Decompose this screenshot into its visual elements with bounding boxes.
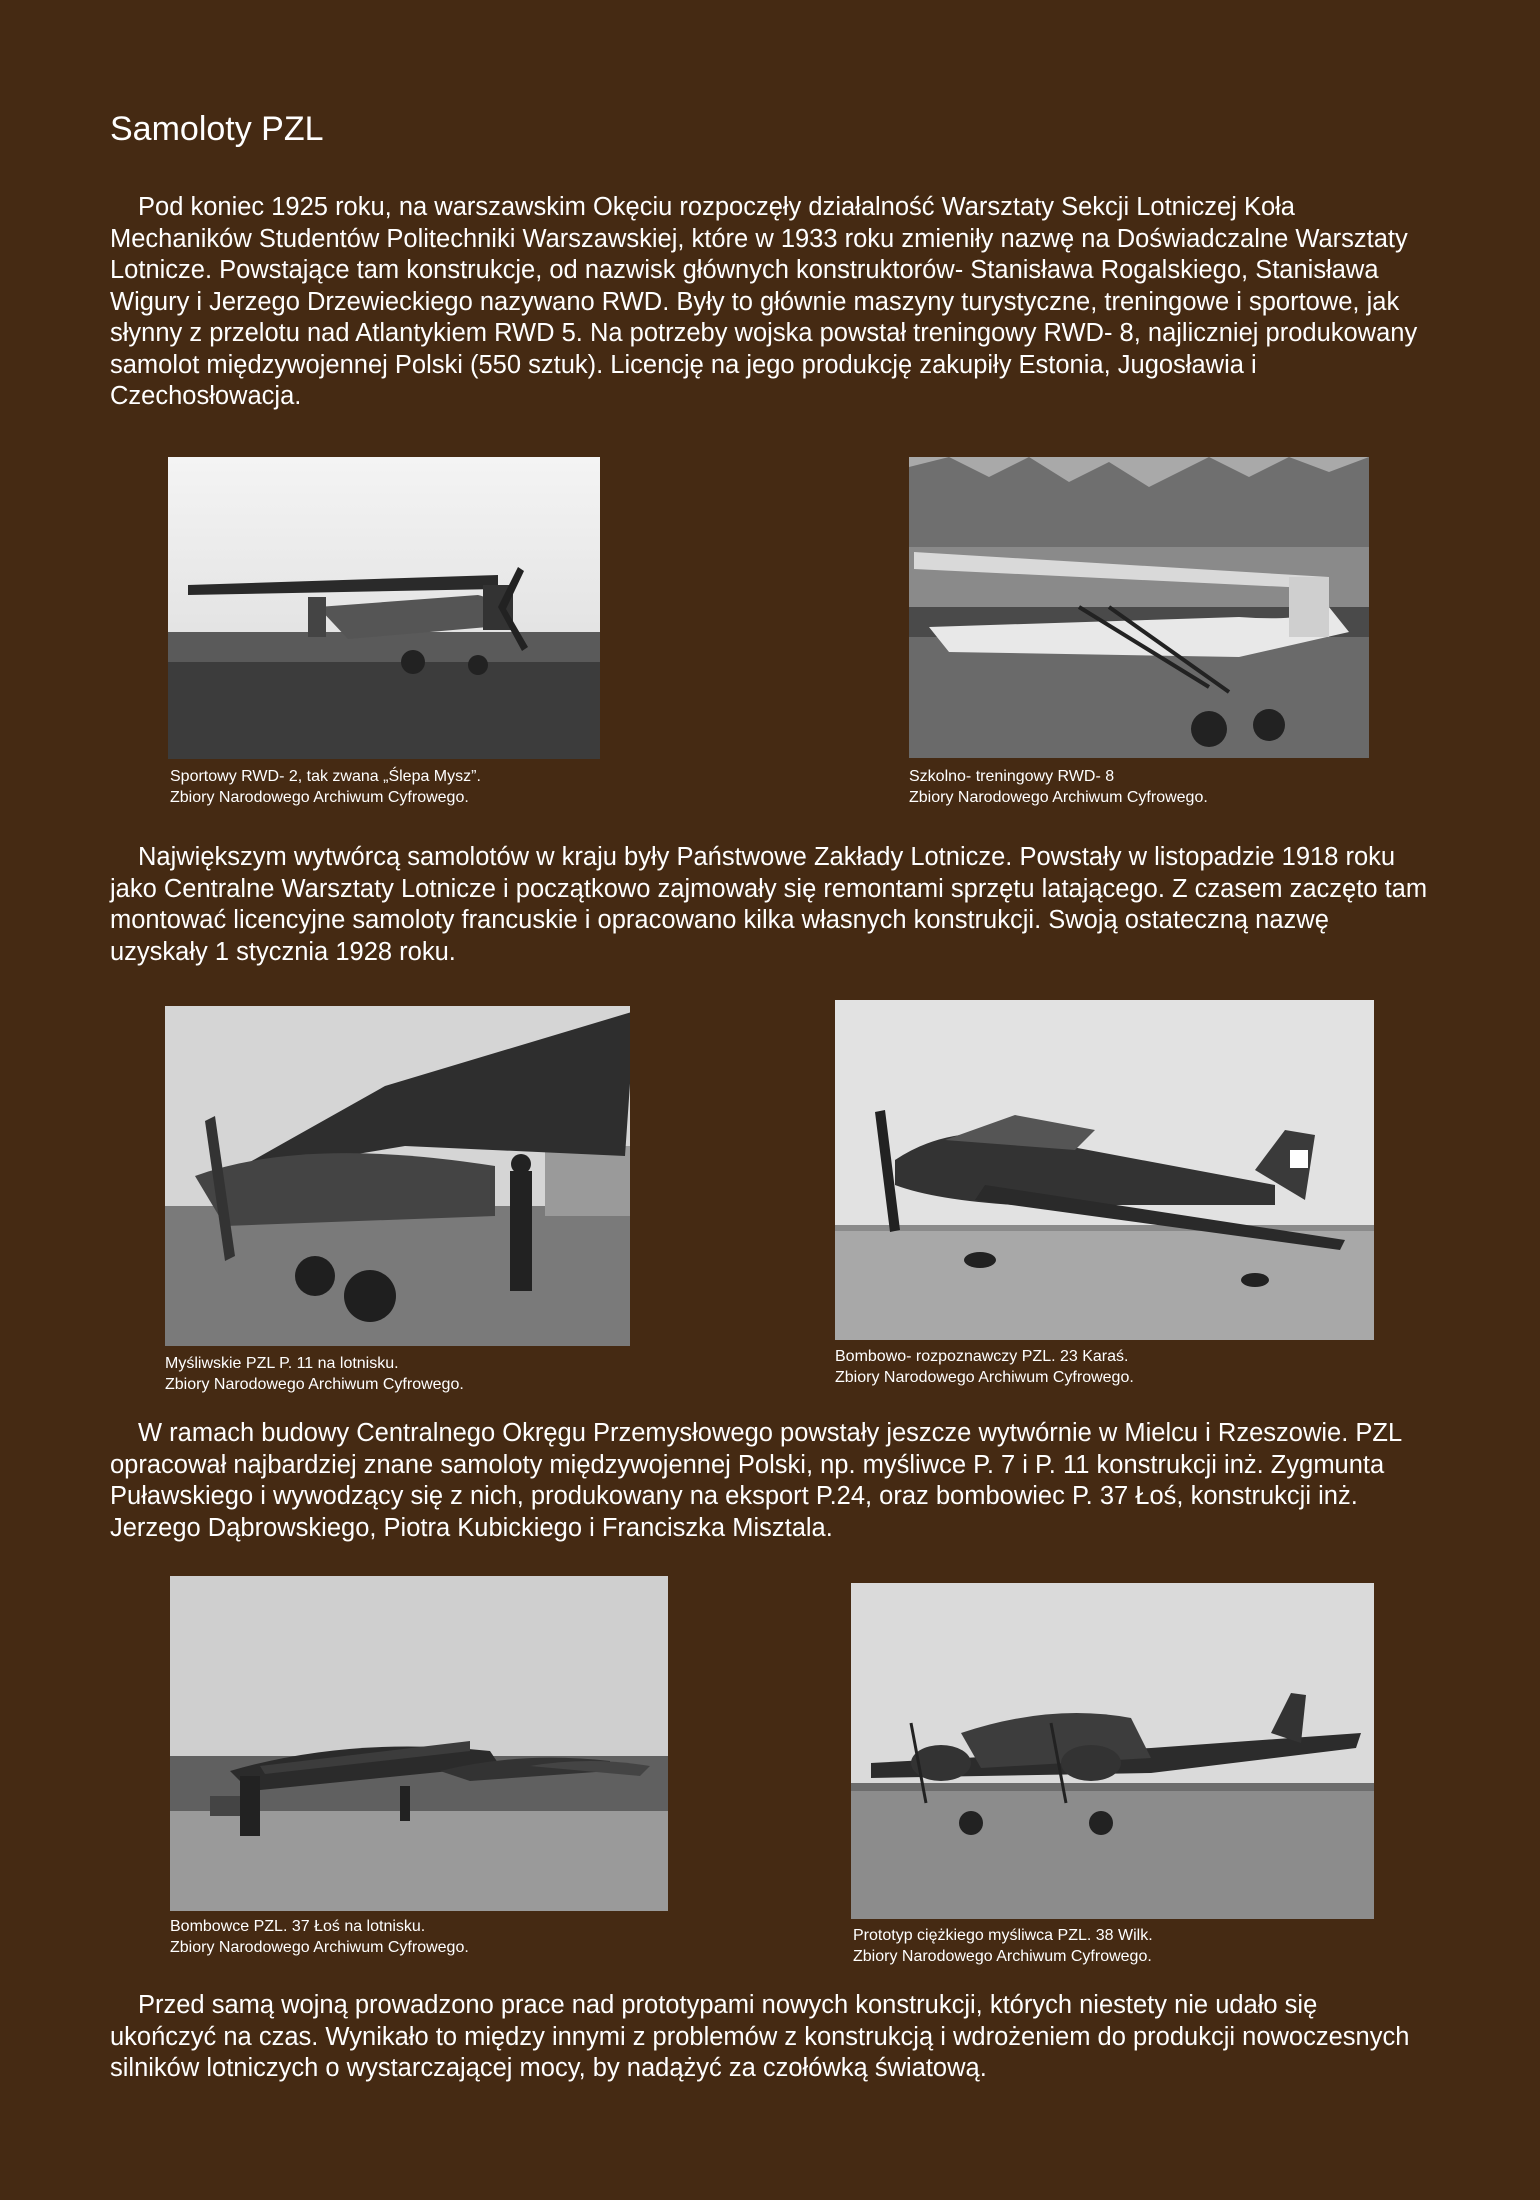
caption-title: Bombowce PZL. 37 Łoś na lotnisku. [170,1918,426,1935]
caption-title: Bombowo- rozpoznawczy PZL. 23 Karaś. [835,1348,1129,1365]
caption-rwd-8 [909,766,1208,808]
paragraph-pzl-history: Największym wytwórcą samolotów w kraju były Państwowe Zakłady Lotnicze. Powstały w listopadzie 1918 roku jako Centralne Warsztaty Lotnicze i początkowo zajmowały się remontami sprzętu latającego. Z czasem zaczęto tam montować licencyjne samoloty francuskie i opracowano kilka własnych konstrukcji. Swoją ostateczną nazwę uzyskały 1 stycznia 1928 roku. [110,843,1428,966]
caption-source: Zbiory Narodowego Archiwum Cyfrowego. [853,1948,1152,1965]
photo-pzl-p11 [165,1006,630,1346]
caption-source: Zbiory Narodowego Archiwum Cyfrowego. [165,1376,464,1393]
caption-title: Myśliwskie PZL P. 11 na lotnisku. [165,1355,399,1372]
caption-source: Zbiory Narodowego Archiwum Cyfrowego. [909,789,1208,806]
caption-pzl-38 [853,1925,1153,1967]
photo-rwd-8 [909,457,1369,758]
caption-title: Prototyp ciężkiego myśliwca PZL. 38 Wilk. [853,1927,1153,1944]
photo-pzl-38 [851,1583,1374,1919]
paragraph-prewar: Przed samą wojną prowadzono prace nad prototypami nowych konstrukcji, których niestety nie udało się ukończyć na czas. Wynikało to między innymi z problemów z konstrukcją i wdrożeniem do produkcji nowoczesnych silników lotniczych o wystarczającej mocy, by nadążyć za czołówką światową. [110,1991,1410,2082]
caption-source: Zbiory Narodowego Archiwum Cyfrowego. [835,1369,1134,1386]
caption-source: Zbiory Narodowego Archiwum Cyfrowego. [170,1939,469,1956]
caption-pzl-p11 [165,1353,464,1395]
caption-title: Szkolno- treningowy RWD- 8 [909,768,1115,785]
caption-pzl-23 [835,1346,1134,1388]
page-title: Samoloty PZL [110,110,324,148]
paragraph-intro: Pod koniec 1925 roku, na warszawskim Okęciu rozpoczęły działalność Warsztaty Sekcji Lotniczej Koła Mechaników Studentów Politechniki Warszawskiej, które w 1933 roku zmieniły nazwę na Doświadczalne Warsztaty Lotnicze. Powstające tam konstrukcje, od nazwisk głównych konstruktorów- Stanisława Rogalskiego, Stanisława Wigury i Jerzego Drzewieckiego nazywano RWD. Były to głównie maszyny turystyczne, treningowe i sportowe, jak słynny z przelotu nad Atlantykiem RWD 5. Na potrzeby wojska powstał treningowy RWD- 8, najliczniej produkowany samolot międzywojennej Polski (550 sztuk). Licencję na jego produkcję zakupiły Estonia, Jugosławia i Czechosłowacja. [110,193,1418,410]
photo-pzl-23 [835,1000,1374,1340]
photo-pzl-37 [170,1576,668,1911]
caption-source: Zbiory Narodowego Archiwum Cyfrowego. [170,789,469,806]
caption-title: Sportowy RWD- 2, tak zwana „Ślepa Mysz”. [170,768,481,785]
caption-pzl-37 [170,1916,469,1958]
caption-rwd-2 [170,766,481,808]
paragraph-cop: W ramach budowy Centralnego Okręgu Przemysłowego powstały jeszcze wytwórnie w Mielcu i Rzeszowie. PZL opracował najbardziej znane samoloty międzywojennej Polski, np. myśliwce P. 7 i P. 11 konstrukcji inż. Zygmunta Puławskiego i wywodzący się z nich, produkowany na eksport P.24, oraz bombowiec P. 37 Łoś, konstrukcji inż. Jerzego Dąbrowskiego, Piotra Kubickiego i Franciszka Misztala. [110,1419,1402,1542]
photo-rwd-2 [168,457,600,759]
